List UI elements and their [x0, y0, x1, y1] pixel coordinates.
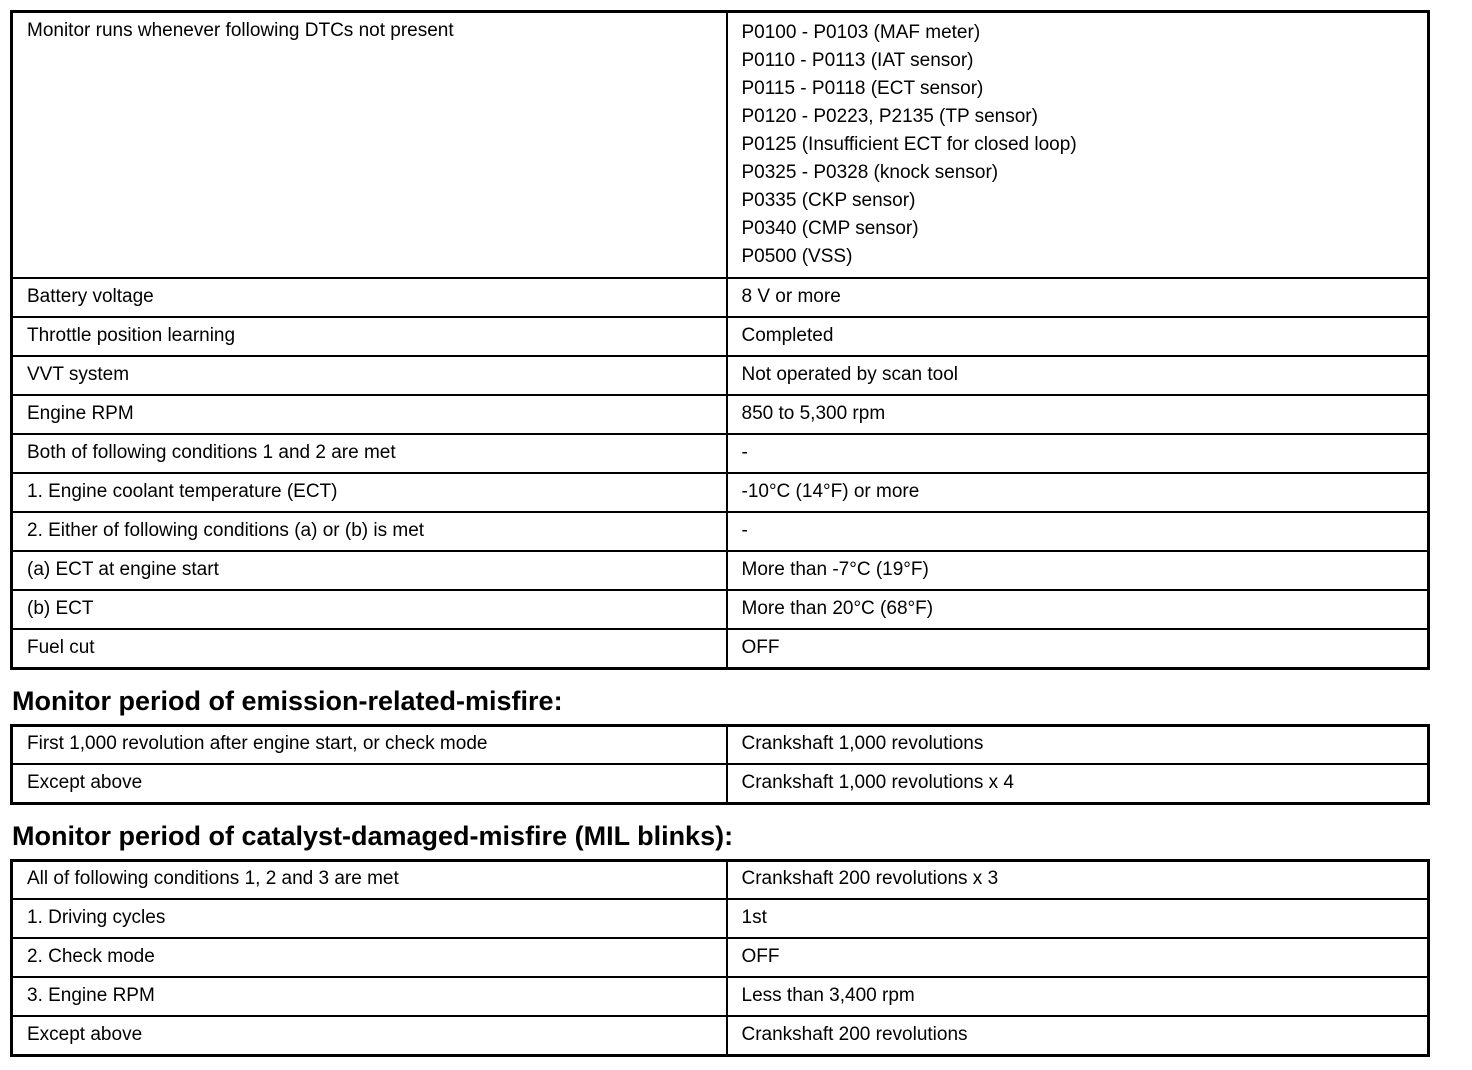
condition-cell: 2. Check mode	[12, 938, 727, 977]
condition-cell: (b) ECT	[12, 590, 727, 629]
section-heading-catalyst-damaged-misfire: Monitor period of catalyst-damaged-misfire (MIL blinks):	[12, 820, 734, 851]
table-row	[12, 590, 1429, 629]
condition-cell: Except above	[12, 764, 727, 803]
table-row	[12, 764, 1429, 803]
spec-cell: Crankshaft 200 revolutions	[727, 1016, 1429, 1055]
table-row	[12, 395, 1429, 434]
dtc-line: P0325 - P0328 (knock sensor)	[741, 162, 999, 183]
catalyst-damaged-misfire-section	[0, 859, 1472, 1057]
spec-cell: Completed	[727, 317, 1429, 356]
spec-cell	[727, 12, 1429, 279]
spec-cell: Not operated by scan tool	[727, 356, 1429, 395]
dtc-line: P0120 - P0223, P2135 (TP sensor)	[741, 106, 1038, 127]
table-row	[12, 12, 1429, 279]
spec-cell: OFF	[727, 629, 1429, 668]
condition-cell: Except above	[12, 1016, 727, 1055]
table-row	[12, 356, 1429, 395]
emission-related-misfire-section	[0, 724, 1472, 805]
catalyst-damaged-misfire-period-table	[10, 859, 1430, 1057]
dtc-line: P0335 (CKP sensor)	[741, 190, 916, 211]
condition-cell: Battery voltage	[12, 278, 727, 317]
dtc-line: P0125 (Insufficient ECT for closed loop)	[741, 134, 1077, 155]
table-row	[12, 512, 1429, 551]
spec-cell: -10°C (14°F) or more	[727, 473, 1429, 512]
table-row	[12, 473, 1429, 512]
spec-cell: -	[727, 512, 1429, 551]
condition-cell: All of following conditions 1, 2 and 3 are met	[12, 860, 727, 899]
spec-cell: -	[727, 434, 1429, 473]
table-row	[12, 278, 1429, 317]
table-row	[12, 977, 1429, 1016]
condition-cell: Fuel cut	[12, 629, 727, 668]
table-row	[12, 1016, 1429, 1055]
condition-cell: 1. Driving cycles	[12, 899, 727, 938]
spec-cell: Crankshaft 1,000 revolutions x 4	[727, 764, 1429, 803]
condition-cell: Both of following conditions 1 and 2 are met	[12, 434, 727, 473]
condition-cell: Throttle position learning	[12, 317, 727, 356]
table-row	[12, 434, 1429, 473]
section-heading-emission-related-misfire: Monitor period of emission-related-misfire:	[12, 685, 563, 716]
condition-cell: 3. Engine RPM	[12, 977, 727, 1016]
spec-cell: 1st	[727, 899, 1429, 938]
condition-cell: 1. Engine coolant temperature (ECT)	[12, 473, 727, 512]
table-row	[12, 860, 1429, 899]
condition-cell: 2. Either of following conditions (a) or (b) is met	[12, 512, 727, 551]
condition-cell: Engine RPM	[12, 395, 727, 434]
table-row	[12, 317, 1429, 356]
spec-cell: Crankshaft 1,000 revolutions	[727, 725, 1429, 764]
table-row	[12, 899, 1429, 938]
monitor-run-conditions-table	[10, 10, 1430, 670]
dtc-line: P0100 - P0103 (MAF meter)	[741, 22, 981, 43]
table-row	[12, 938, 1429, 977]
spec-cell: OFF	[727, 938, 1429, 977]
condition-cell: (a) ECT at engine start	[12, 551, 727, 590]
condition-cell: VVT system	[12, 356, 727, 395]
condition-cell: Monitor runs whenever following DTCs not present	[12, 12, 727, 279]
condition-cell: First 1,000 revolution after engine start, or check mode	[12, 725, 727, 764]
emission-related-misfire-period-table	[10, 724, 1430, 805]
spec-cell: More than 20°C (68°F)	[727, 590, 1429, 629]
spec-cell: 8 V or more	[727, 278, 1429, 317]
table-row	[12, 551, 1429, 590]
spec-cell: Crankshaft 200 revolutions x 3	[727, 860, 1429, 899]
dtc-line: P0110 - P0113 (IAT sensor)	[741, 50, 974, 71]
spec-cell: More than -7°C (19°F)	[727, 551, 1429, 590]
spec-cell: 850 to 5,300 rpm	[727, 395, 1429, 434]
dtc-line: P0115 - P0118 (ECT sensor)	[741, 78, 984, 99]
table-row	[12, 725, 1429, 764]
table-row	[12, 629, 1429, 668]
dtc-line: P0340 (CMP sensor)	[741, 218, 919, 239]
dtc-line: P0500 (VSS)	[741, 246, 853, 267]
spec-cell: Less than 3,400 rpm	[727, 977, 1429, 1016]
